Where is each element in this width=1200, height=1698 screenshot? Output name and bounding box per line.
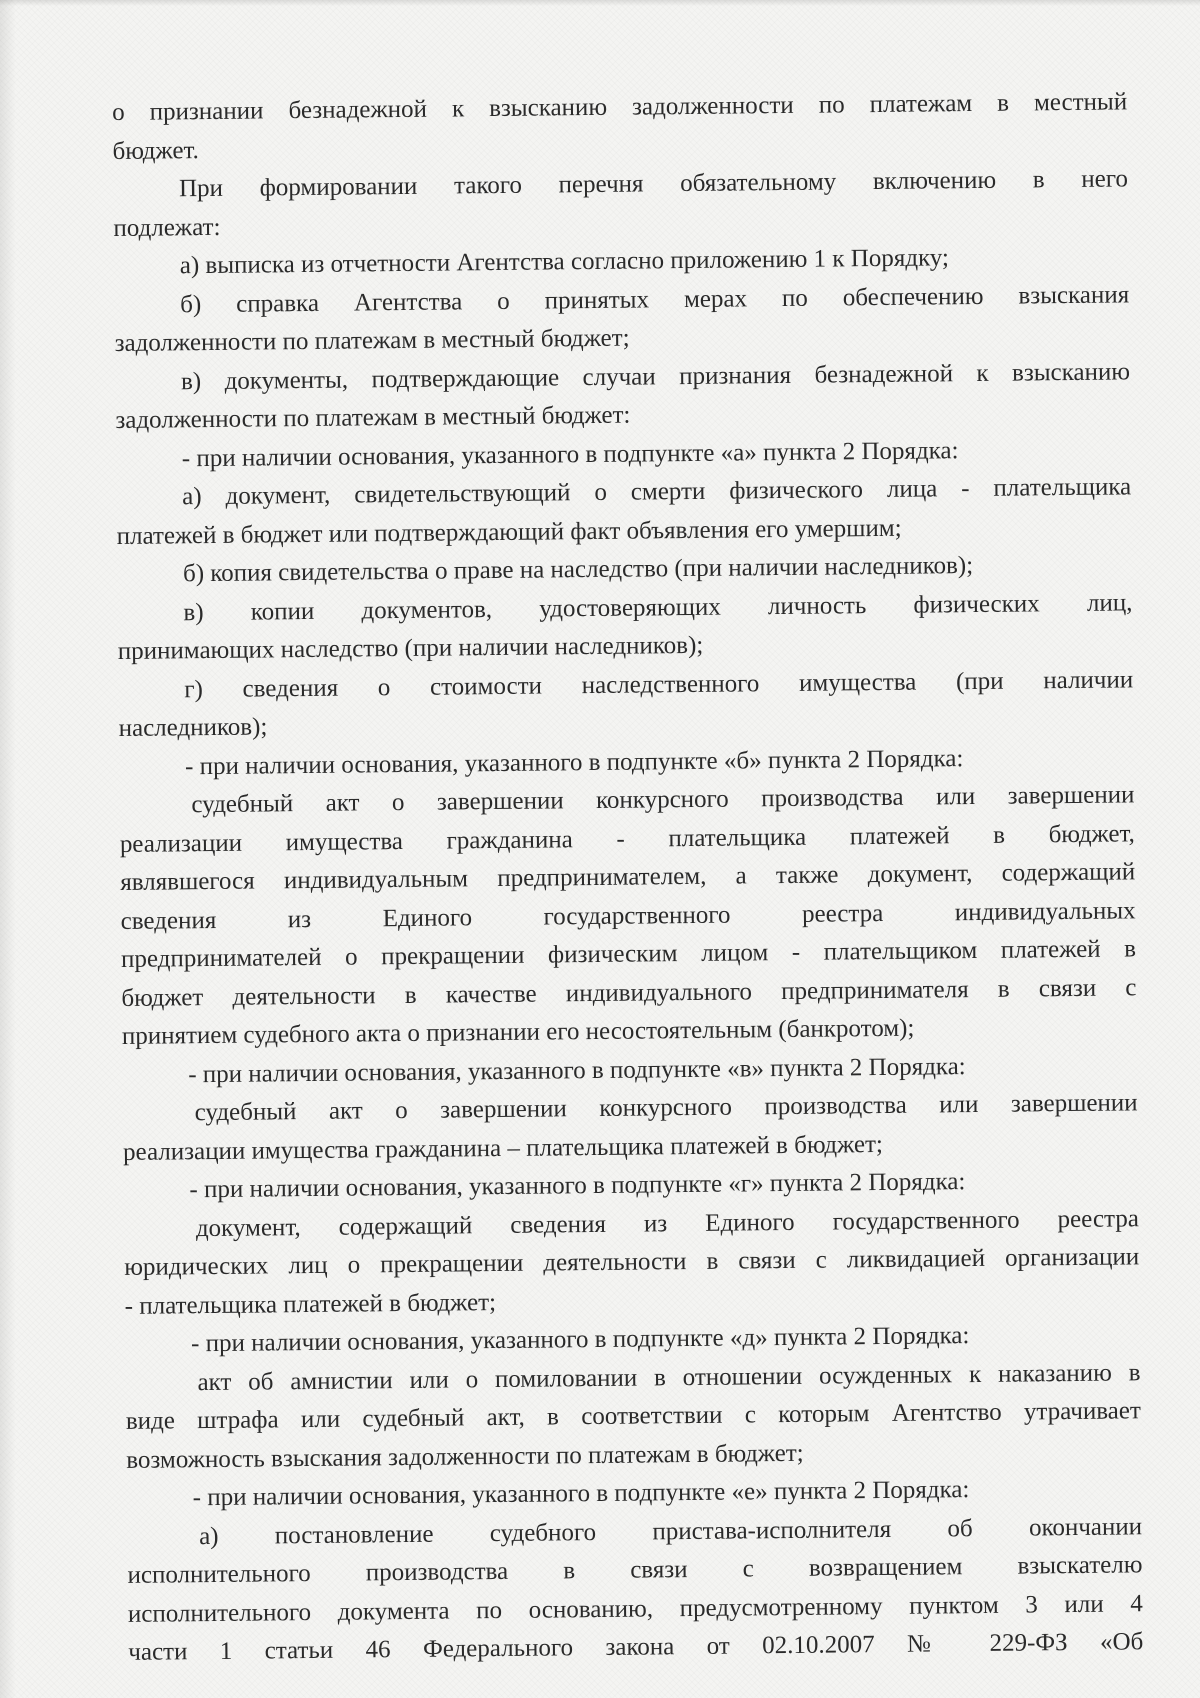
text-line: При формировании такого перечня обязательному включению в него [178,165,1129,203]
text-line: - при наличии основания, указанного в подпункте «г» пункта 2 Порядка: [189,1168,966,1204]
text-line: - при наличии основания, указанного в подпункте «б» пункта 2 Порядка: [184,744,964,780]
text-line: исполнительного производства в связи с возвращением взыскателю [127,1551,1143,1589]
text-line: а) выписка из отчетности Агентства согласно приложению 1 к Порядку; [179,244,950,280]
text-line: возможность взыскания задолженности по платежам в бюджет; [126,1439,804,1474]
text-line: о признании безнадежной к взысканию задолженности по платежам в местный [112,88,1128,126]
text-line: бюджет. [112,136,199,165]
text-line: юридических лиц о прекращении деятельности в связи с ликвидацией организации [124,1243,1140,1281]
text-line: - при наличии основания, указанного в подпункте «е» пункта 2 Порядка: [192,1476,970,1512]
text-line: сведения из Единого государственного реестра индивидуальных [120,896,1136,935]
text-line: б) копия свидетельства о праве на наследство (при наличии наследников); [182,552,974,588]
text-line: наследников); [118,713,268,742]
text-line: - плательщика платежей в бюджет; [124,1288,497,1320]
text-line: задолженности по платежам в местный бюджет: [115,401,631,434]
text-line: части 1 статьи 46 Федерального закона от 02.10.2007 № 229-ФЗ «Об [128,1628,1144,1666]
text-line: задолженности по платежам в местный бюджет; [114,324,630,357]
text-line: реализации имущества гражданина – плательщика платежей в бюджет; [122,1130,884,1166]
text-line: судебный акт о завершении конкурсного производства или завершении [191,781,1135,819]
text-line: подлежат: [113,213,221,242]
text-line: - при наличии основания, указанного в подпункте «а» пункта 2 Порядка: [181,436,959,472]
text-line: принимающих наследство (при наличии наследников); [117,631,704,665]
text-line: принятием судебного акта о признании его несостоятельным (банкротом); [121,1014,915,1050]
page-top-shadow [0,0,1200,6]
text-line: судебный акт о завершении конкурсного производства или завершении [194,1089,1138,1127]
text-line: исполнительного документа по основанию, предусмотренному пунктом 3 или 4 [127,1589,1144,1628]
text-line: виде штрафа или судебный акт, в соответствии с которым Агентство утрачивает [125,1397,1141,1435]
text-line: платежей в бюджет или подтверждающий факт объявления его умершим; [116,514,902,550]
text-line: бюджет деятельности в качестве индивидуального предпринимателя в связи с [121,973,1137,1012]
text-line: а) документ, свидетельствующий о смерти физического лица - плательщика [182,473,1132,511]
document-body [112,83,1143,1672]
text-line: г) сведения о стоимости наследственного имущества (при наличии [184,665,1134,703]
text-line: реализации имущества гражданина - плательщика платежей в бюджет, [119,819,1135,858]
text-line: б) справка Агентства о принятых мерах по обеспечению взыскания [180,280,1130,318]
text-line: акт об амнистии или о помиловании в отношении осужденных к наказанию в [197,1358,1141,1396]
text-line: являвшегося индивидуальным предпринимателем, а также документ, содержащий [120,858,1136,896]
page-left-shadow [0,0,16,1698]
text-line: в) документы, подтверждающие случаи признания безнадежной к взысканию [180,357,1131,395]
text-line: а) постановление судебного пристава-исполнителя об окончании [198,1512,1143,1550]
text-line: в) копии документов, удостоверяющих личность физических лиц, [183,588,1133,626]
text-line: документ, содержащий сведения из Единого государственного реестра [195,1204,1139,1242]
text-line: - при наличии основания, указанного в подпункте «д» пункта 2 Порядка: [190,1322,970,1358]
text-line: - при наличии основания, указанного в подпункте «в» пункта 2 Порядка: [188,1052,966,1088]
text-line: предпринимателей о прекращении физическим лицом - плательщиком платежей в [120,935,1137,973]
